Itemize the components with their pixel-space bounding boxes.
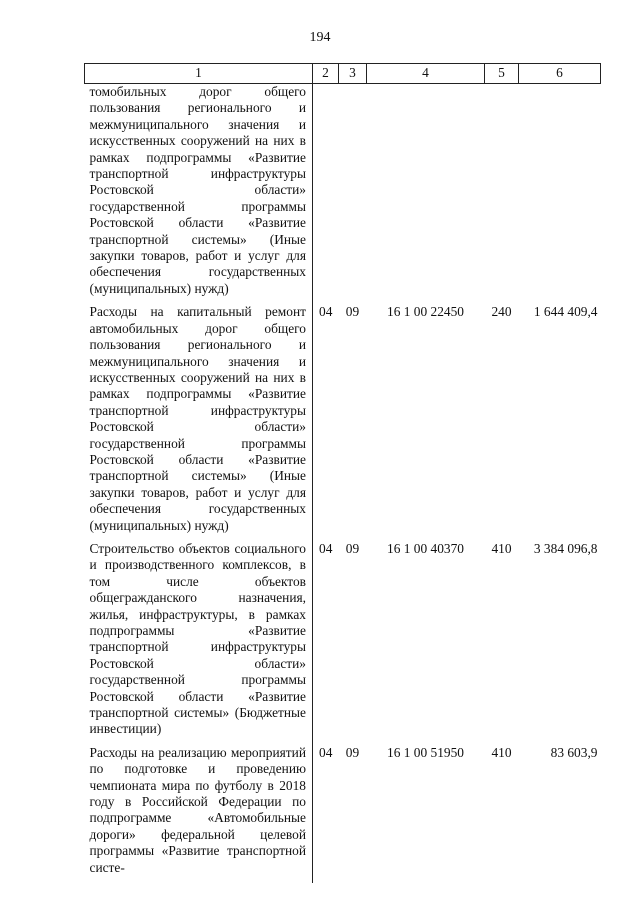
- row-amount: 3 384 096,8: [533, 540, 598, 556]
- budget-table: [84, 63, 601, 883]
- column-header-1: 1: [85, 64, 313, 84]
- table-row: [85, 304, 601, 541]
- row-subsection: 09: [345, 744, 360, 760]
- row-description: Строительство объектов социального и производственного комплексов, в том числе объектов общегражданского назначения, жилья, инфраструктуры, в рамках подпрограммы «Развитие транспортной инфраструктуры Ростовской области» государственной программы Ростовской области «Развитие транспортной системы» (Бюджетные инвестиции): [85, 541, 313, 745]
- column-header-3: 3: [339, 64, 367, 84]
- row-section: 04: [319, 540, 333, 556]
- row-expense-type: [485, 84, 519, 305]
- row-section: 04: [319, 304, 333, 320]
- column-header-6: 6: [519, 64, 601, 84]
- row-target-code: 16 1 00 40370: [387, 540, 464, 556]
- row-subsection: 09: [345, 540, 360, 556]
- page-number: 194: [309, 30, 331, 45]
- table-header-row: [85, 64, 601, 84]
- row-amount: 83 603,9: [550, 744, 598, 760]
- table-row: [85, 84, 601, 305]
- row-description: Расходы на реализацию мероприятий по подготовке и проведению чемпионата мира по футболу в 2018 году в Российской Федерации по подпрограмме «Автомобильные дороги» федеральной целевой программы «Развитие транспортной систе-: [85, 745, 313, 883]
- row-amount: [519, 84, 601, 305]
- row-section: [313, 84, 339, 305]
- column-header-4: 4: [367, 64, 485, 84]
- row-expense-type: 410: [491, 540, 512, 556]
- row-target-code: 16 1 00 22450: [387, 304, 464, 320]
- row-expense-type: 240: [491, 304, 512, 320]
- row-target-code: [367, 84, 485, 305]
- column-header-5: 5: [485, 64, 519, 84]
- row-subsection: 09: [345, 304, 360, 320]
- row-amount: 1 644 409,4: [533, 304, 598, 320]
- row-expense-type: 410: [491, 744, 512, 760]
- table-row: [85, 541, 601, 745]
- row-target-code: 16 1 00 51950: [387, 744, 464, 760]
- row-description: Расходы на капитальный ремонт автомобильных дорог общего пользования регионального и межмуниципального значения и искусственных сооружений на них в рамках подпрограммы «Развитие транспортной инфраструктуры Ростовской области» государственной программы Ростовской области «Развитие транспортной системы» (Иные закупки товаров, работ и услуг для обеспечения государственных (муниципальных) нужд): [85, 304, 313, 541]
- column-header-2: 2: [313, 64, 339, 84]
- table-row: [85, 745, 601, 883]
- row-subsection: [339, 84, 367, 305]
- row-section: 04: [319, 744, 333, 760]
- row-description: томобильных дорог общего пользования регионального и межмуниципального значения и искусственных сооружений на них в рамках подпрограммы «Развитие транспортной инфраструктуры Ростовской области» государственной программы Ростовской области «Развитие транспортной системы» (Иные закупки товаров, работ и услуг для обеспечения государственных (муниципальных) нужд): [85, 84, 313, 305]
